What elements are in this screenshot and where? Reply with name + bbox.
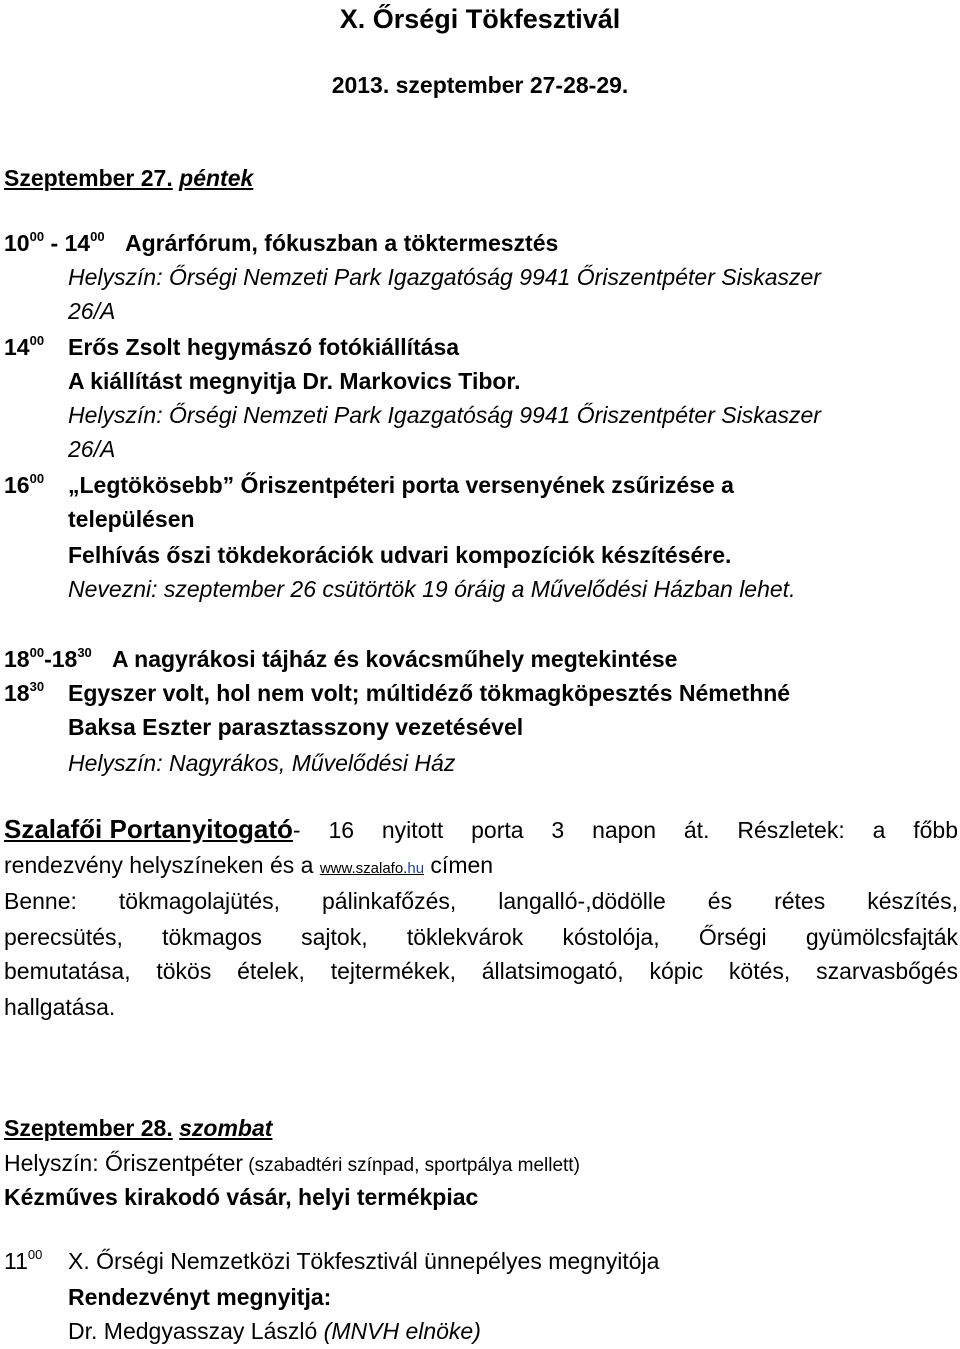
day2-heading-day: szombat: [179, 1115, 273, 1141]
event4-title: A nagyrákosi tájház és kovácsműhely megtekintése: [112, 646, 678, 672]
link-part[interactable]: hu: [407, 860, 425, 877]
link-part[interactable]: www.szalafo.: [319, 860, 408, 877]
time-hour: 18: [4, 680, 30, 706]
event4-time: [4, 646, 92, 673]
time-minute: 00: [27, 1247, 43, 1262]
time-hour: 18: [4, 646, 30, 672]
time-hour: 11: [4, 1248, 28, 1274]
event5-title-line2: Baksa Eszter parasztasszony vezetésével: [68, 714, 524, 740]
event5-title-line1: Egyszer volt, hol nem volt; múltidéző tökmagköpesztés Némethné: [68, 680, 791, 706]
time-hour: 14: [4, 334, 30, 360]
day2-location: [4, 1150, 580, 1177]
day2-heading: [4, 1115, 272, 1142]
porta-line1: [4, 814, 958, 845]
event3-note: Nevezni: szeptember 26 csütörtök 19 óráig a Művelődési Házban lehet.: [68, 576, 796, 602]
time-hour: 18: [51, 646, 78, 672]
porta-line2: [4, 852, 493, 879]
benne-line3: bemutatása, tökös ételek, tejtermékek, állatsimogató, kópic kötés, szarvasbőgés: [4, 958, 958, 984]
time-minute: 30: [77, 645, 92, 660]
day2-event1-person: [68, 1318, 481, 1345]
day1-heading-date: Szeptember 27.: [4, 165, 173, 191]
day2-location-main: Helyszín: Őriszentpéter: [4, 1150, 244, 1176]
day1-heading-day: péntek: [179, 165, 254, 191]
event2-title: Erős Zsolt hegymászó fotókiállítása: [68, 334, 460, 360]
event-dates: 2013. szeptember 27-28-29.: [331, 72, 629, 98]
event2-location-line2: 26/A: [68, 436, 116, 462]
event1-title: Agrárfórum, fókuszban a töktermesztés: [125, 230, 559, 256]
time-minute: 00: [29, 333, 45, 348]
time-minute: 00: [29, 471, 45, 486]
event3-time: [4, 472, 44, 499]
time-dash: -: [44, 230, 65, 256]
time-minute: 00: [29, 645, 45, 660]
porta-text-line2: rendezvény helyszíneken és a: [4, 852, 320, 878]
time-minute: 00: [90, 229, 105, 244]
time-minute: 30: [29, 679, 45, 694]
day2-event1-time: [4, 1248, 42, 1275]
event2-time: [4, 334, 44, 361]
page-title: X. Őrségi Tökfesztivál: [339, 4, 621, 34]
time-hour: 14: [64, 230, 91, 256]
day2-event1-title: X. Őrségi Nemzetközi Tökfesztivál ünnepélyes megnyitója: [68, 1248, 660, 1274]
benne-line4: hallgatása.: [4, 994, 116, 1020]
event5-time: [4, 680, 44, 707]
person-name: Dr. Medgyasszay László: [68, 1318, 318, 1344]
event3-title-line1: „Legtökösebb” Őriszentpéteri porta versenyének zsűrizése a: [68, 472, 734, 498]
event1-location-line1: Helyszín: Őrségi Nemzeti Park Igazgatóság 9941 Őriszentpéter Siskaszer: [68, 264, 821, 290]
person-role: (MNVH elnöke): [317, 1318, 481, 1344]
day2-market: Kézműves kirakodó vásár, helyi termékpiac: [4, 1184, 479, 1210]
event1-time: [4, 230, 105, 257]
time-minute: 00: [29, 229, 45, 244]
benne-line2: perecsütés, tökmagos sajtok, töklekvárok kóstolója, Őrségi gyümölcsfajták: [4, 924, 958, 950]
day1-heading: [4, 165, 253, 192]
porta-text-line2-end: címen: [424, 852, 494, 878]
event3-subtitle: Felhívás őszi tökdekorációk udvari kompozíciók készítésére.: [68, 542, 732, 568]
event1-location-line2: 26/A: [68, 298, 116, 324]
day2-heading-date: Szeptember 28.: [4, 1115, 173, 1141]
time-hour: 10: [4, 230, 30, 256]
event3-title-line2: településen: [68, 506, 195, 532]
benne-line1: Benne: tökmagolajütés, pálinkafőzés, langalló-,dödölle és rétes készítés,: [4, 888, 958, 914]
event2-location-line1: Helyszín: Őrségi Nemzeti Park Igazgatóság 9941 Őriszentpéter Siskaszer: [68, 402, 821, 428]
event2-subtitle: A kiállítást megnyitja Dr. Markovics Tibor.: [68, 368, 521, 394]
time-dash: -: [44, 646, 52, 672]
porta-title: Szalafői Portanyitogató: [4, 814, 293, 844]
event5-location: Helyszín: Nagyrákos, Művelődési Ház: [68, 750, 456, 776]
day2-location-detail: (szabadtéri színpad, sportpálya mellett): [243, 1155, 580, 1176]
porta-text-line1: - 16 nyitott porta 3 napon át. Részletek: a főbb: [292, 817, 958, 843]
time-hour: 16: [4, 472, 30, 498]
day2-event1-subtitle: Rendezvényt megnyitja:: [68, 1284, 332, 1310]
szalafo-link[interactable]: [320, 860, 424, 877]
